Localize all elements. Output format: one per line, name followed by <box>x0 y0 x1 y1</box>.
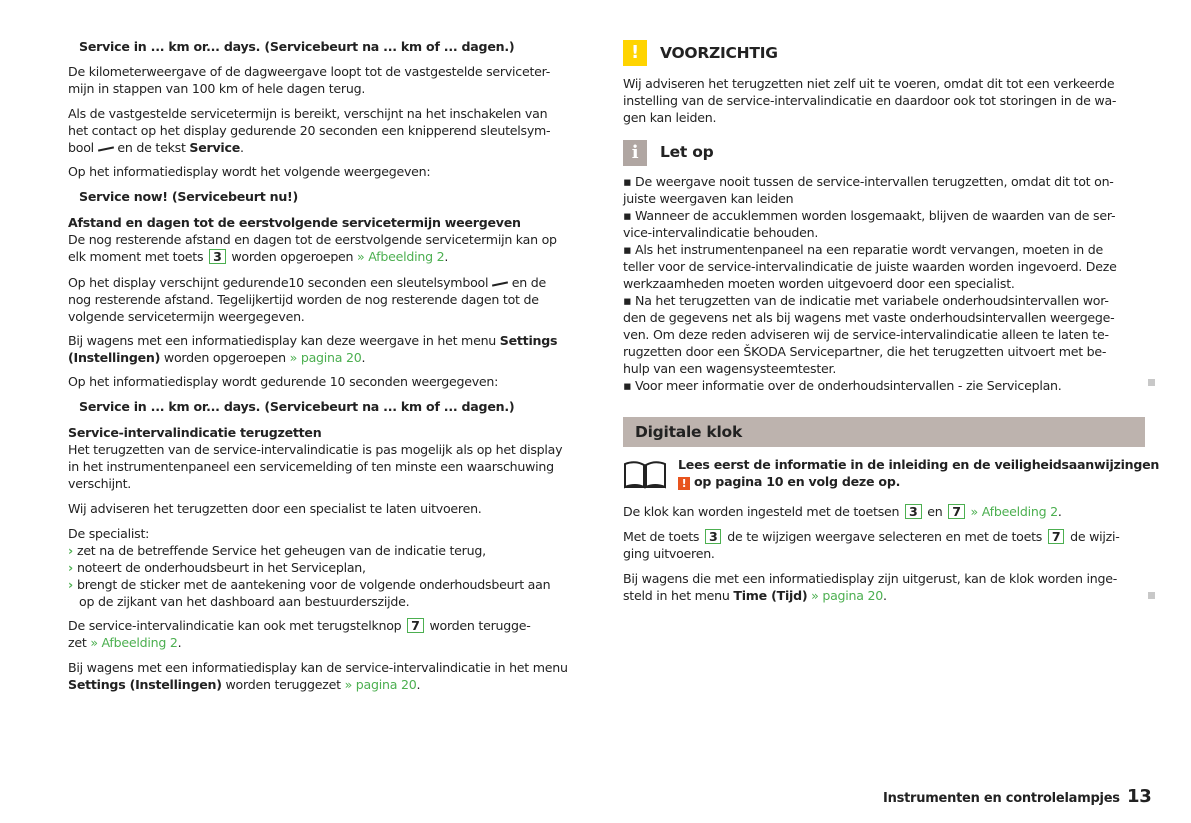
text-line <box>68 332 593 349</box>
text-line <box>68 274 593 291</box>
text-line <box>68 424 593 441</box>
section-end-marker <box>1148 379 1155 386</box>
bold-text: Settings <box>499 333 558 348</box>
bullet-arrow-icon: › <box>68 560 73 575</box>
text: noteert de onderhoudsbeurt in het Serviceplan, <box>76 560 366 575</box>
text: Als de vastgestelde servicetermijn is bereikt, verschijnt na het inschakelen van <box>68 106 548 121</box>
text: Wij adviseren het terugzetten door een specialist te laten uitvoeren. <box>68 501 482 516</box>
text-line <box>678 473 1159 490</box>
text-line <box>623 292 1148 309</box>
paragraph <box>623 173 1148 394</box>
paragraph <box>68 424 593 492</box>
text: en de tekst <box>113 140 190 155</box>
paragraph <box>68 188 593 205</box>
bold-text: Service <box>189 140 240 155</box>
text: en <box>923 504 947 519</box>
text: worden opgeroepen <box>160 350 290 365</box>
text: het contact op het display gedurende 20 seconden een knipperend sleutelsym- <box>68 123 551 138</box>
text-line <box>623 258 1148 275</box>
text: . <box>240 140 244 155</box>
text-line <box>623 190 1148 207</box>
text: ven. Om deze reden adviseren wij de service-intervalindicatie alleen te laten te- <box>623 327 1109 342</box>
page-number: 13 <box>1127 786 1152 807</box>
caution-title: VOORZICHTIG <box>660 44 778 62</box>
cross-reference-link[interactable]: » pagina 20 <box>811 588 884 603</box>
paragraph <box>68 617 593 651</box>
text: teller voor de service-intervalindicatie de juiste waarden worden ingevoerd. Deze <box>623 259 1117 274</box>
text-line <box>68 676 593 693</box>
text-line <box>68 122 593 139</box>
paragraph <box>68 38 593 55</box>
paragraph <box>68 274 593 325</box>
text: De klok kan worden ingesteld met de toetsen <box>623 504 903 519</box>
text-line <box>623 309 1148 326</box>
text-line <box>623 241 1148 258</box>
text-line <box>623 587 1148 604</box>
text-line <box>623 92 1148 109</box>
text: Bij wagens die met een informatiedisplay zijn uitgerust, kan de klok worden inge- <box>623 571 1118 586</box>
text-line <box>623 173 1148 190</box>
section-end-marker <box>1148 592 1155 599</box>
text: gen kan leiden. <box>623 110 717 125</box>
bullet-arrow-icon: › <box>68 577 73 592</box>
text-line <box>68 634 593 651</box>
text: Lees eerst de informatie in de inleiding en de veiligheidsaanwijzingen <box>678 457 1160 472</box>
paragraph <box>68 500 593 517</box>
text-line <box>623 503 1148 520</box>
text: brengt de sticker met de aantekening voor de volgende onderhoudsbeurt aan <box>76 577 551 592</box>
text: steld in het menu <box>623 588 734 603</box>
cross-reference-link[interactable]: » Afbeelding 2 <box>357 249 445 264</box>
button-key-label: 7 <box>407 618 424 633</box>
text-line <box>68 617 593 634</box>
text: ▪ Na het terugzetten van de indicatie met variabele onderhoudsintervallen wor- <box>623 293 1109 308</box>
text: volgende servicetermijn weergegeven. <box>68 309 305 324</box>
text-line <box>68 659 593 676</box>
text: zet <box>68 635 91 650</box>
text-line <box>623 528 1148 545</box>
text: Op het display verschijnt gedurende10 seconden een sleutelsymbool <box>68 275 492 290</box>
text-line <box>68 525 593 542</box>
bold-text: Time (Tijd) <box>733 588 808 603</box>
text: nog resterende afstand. Tegelijkertijd worden de nog resterende dagen tot de <box>68 292 539 307</box>
button-key-label: 3 <box>209 249 226 264</box>
text: op pagina 10 en volg deze op. <box>694 474 901 489</box>
text: worden terugge- <box>425 618 531 633</box>
section-title: Digitale klok <box>635 423 743 441</box>
text-line <box>68 231 593 248</box>
text-line <box>623 275 1148 292</box>
paragraph <box>623 503 1148 520</box>
button-key-label: 3 <box>705 529 722 544</box>
text-line <box>623 207 1148 224</box>
cross-reference-link[interactable]: » Afbeelding 2 <box>90 635 178 650</box>
text-line <box>68 458 593 475</box>
text: zet na de betreffende Service het geheugen van de indicatie terug, <box>76 543 486 558</box>
section-header <box>623 417 1145 447</box>
warning-icon: ! <box>678 477 690 490</box>
bold-text: Service-intervalindicatie terugzetten <box>68 425 322 440</box>
text: werkzaamheden moeten worden uitgevoerd door een specialist. <box>623 276 1015 291</box>
text: Wij adviseren het terugzetten niet zelf uit te voeren, omdat dit tot een verkeerde <box>623 76 1115 91</box>
text: . <box>361 350 366 365</box>
text: hulp van een wagensysteemtester. <box>623 361 837 376</box>
text: op de zijkant van het dashboard aan bestuurderszijde. <box>79 594 410 609</box>
text-line <box>68 38 593 55</box>
text-line <box>68 308 593 325</box>
text-line <box>623 326 1148 343</box>
wrench-icon <box>492 281 508 287</box>
text-line <box>623 343 1148 360</box>
text: Op het informatiedisplay wordt gedurende 10 seconden weergegeven: <box>68 374 499 389</box>
text: vice-intervalindicatie behouden. <box>623 225 819 240</box>
text: De specialist: <box>68 526 150 541</box>
text-line <box>68 398 593 415</box>
text: . <box>883 588 887 603</box>
paragraph <box>68 398 593 415</box>
text: . <box>416 677 421 692</box>
footer-chapter: Instrumenten en controlelampjes <box>883 791 1120 806</box>
text-line <box>68 63 593 80</box>
text-line <box>68 139 593 156</box>
text-line <box>68 105 593 122</box>
text: elk moment met toets <box>68 249 208 264</box>
text-line <box>68 542 593 559</box>
paragraph <box>623 75 1148 126</box>
paragraph <box>68 373 593 390</box>
text: ▪ Als het instrumentenpaneel na een reparatie wordt vervangen, moeten in de <box>623 242 1104 257</box>
text: ▪ De weergave nooit tussen de service-intervallen terugzetten, omdat dit tot on- <box>623 174 1114 189</box>
text-line <box>623 377 1148 394</box>
text: den de gegevens net als bij wagens met vaste onderhoudsintervallen weergege- <box>623 310 1115 325</box>
paragraph <box>68 525 593 610</box>
text: ging uitvoeren. <box>623 546 715 561</box>
paragraph <box>623 528 1148 562</box>
text: in het instrumentenpaneel een servicemelding of ten minste een waarschuwing <box>68 459 554 474</box>
text-line <box>68 441 593 458</box>
paragraph <box>68 63 593 97</box>
text-line <box>68 80 593 97</box>
info-icon: i <box>623 140 647 166</box>
text: de wijzi- <box>1066 529 1120 544</box>
text-line <box>678 456 1159 473</box>
text-line <box>623 224 1148 241</box>
text-line <box>68 559 593 576</box>
text-line <box>68 248 593 265</box>
bold-text: Service in ... km or... days. (Servicebeurt na ... km of ... dagen.) <box>79 39 515 54</box>
text-line <box>623 109 1148 126</box>
text-line <box>623 545 1148 562</box>
paragraph <box>623 570 1148 604</box>
text-line <box>623 360 1148 377</box>
text: ▪ Wanneer de accuklemmen worden losgemaakt, blijven de waarden van de ser- <box>623 208 1116 223</box>
text: Bij wagens met een informatiedisplay kan deze weergave in het menu <box>68 333 500 348</box>
text: ▪ Voor meer informatie over de onderhoudsintervallen - zie Serviceplan. <box>623 378 1062 393</box>
bold-text: (Instellingen) <box>68 350 161 365</box>
text: mijn in stappen van 100 km of hele dagen terug. <box>68 81 366 96</box>
text-line <box>68 349 593 366</box>
text-line <box>68 373 593 390</box>
text: juiste weergaven kan leiden <box>623 191 794 206</box>
cross-reference-link[interactable]: » Afbeelding 2 <box>970 504 1058 519</box>
bold-text: Service in ... km or... days. (Servicebeurt na ... km of ... dagen.) <box>79 399 515 414</box>
button-key-label: 7 <box>1048 529 1065 544</box>
paragraph <box>68 659 593 693</box>
read-first-notice <box>678 456 1159 490</box>
note-title: Let op <box>660 143 714 161</box>
text-line <box>623 570 1148 587</box>
bold-text: Service now! (Servicebeurt nu!) <box>79 189 299 204</box>
button-key-label: 7 <box>948 504 965 519</box>
text: Op het informatiedisplay wordt het volgende weergegeven: <box>68 164 431 179</box>
text: worden opgeroepen <box>227 249 358 264</box>
paragraph <box>68 332 593 366</box>
bullet-arrow-icon: › <box>68 543 73 558</box>
text: Bij wagens met een informatiedisplay kan de service-intervalindicatie in het menu <box>68 660 568 675</box>
text-line <box>68 475 593 492</box>
text: . <box>444 249 449 264</box>
text: De kilometerweergave of de dagweergave loopt tot de vastgestelde serviceter- <box>68 64 551 79</box>
text: De nog resterende afstand en dagen tot de eerstvolgende servicetermijn kan op <box>68 232 557 247</box>
cross-reference-link[interactable]: » pagina 20 <box>344 677 417 692</box>
text-line <box>68 163 593 180</box>
text-line <box>68 188 593 205</box>
text: de te wijzigen weergave selecteren en met de toets <box>723 529 1046 544</box>
text: worden teruggezet <box>221 677 345 692</box>
cross-reference-link[interactable]: » pagina 20 <box>289 350 362 365</box>
text: Het terugzetten van de service-intervalindicatie is pas mogelijk als op het display <box>68 442 563 457</box>
text-line <box>68 291 593 308</box>
wrench-icon <box>98 146 114 152</box>
bold-text: Afstand en dagen tot de eerstvolgende servicetermijn weergeven <box>68 215 521 230</box>
text-line <box>623 75 1148 92</box>
text: instelling van de service-intervalindicatie en daardoor ook tot storingen in de wa- <box>623 93 1117 108</box>
button-key-label: 3 <box>905 504 922 519</box>
text: bool <box>68 140 98 155</box>
text-line <box>68 500 593 517</box>
text: en de <box>507 275 546 290</box>
paragraph <box>68 214 593 265</box>
text: . <box>1057 504 1062 519</box>
text-line <box>68 576 593 593</box>
book-icon <box>623 460 667 493</box>
text: verschijnt. <box>68 476 132 491</box>
bold-text: Settings (Instellingen) <box>68 677 222 692</box>
text: . <box>177 635 182 650</box>
paragraph <box>68 105 593 156</box>
text-line <box>68 214 593 231</box>
text-line <box>68 593 593 610</box>
text: rugzetten door een ŠKODA Servicepartner, die het terugzetten uitvoert met be- <box>623 344 1107 359</box>
text: Met de toets <box>623 529 703 544</box>
paragraph <box>68 163 593 180</box>
text: De service-intervalindicatie kan ook met terugstelknop <box>68 618 406 633</box>
warning-icon: ! <box>623 40 647 66</box>
